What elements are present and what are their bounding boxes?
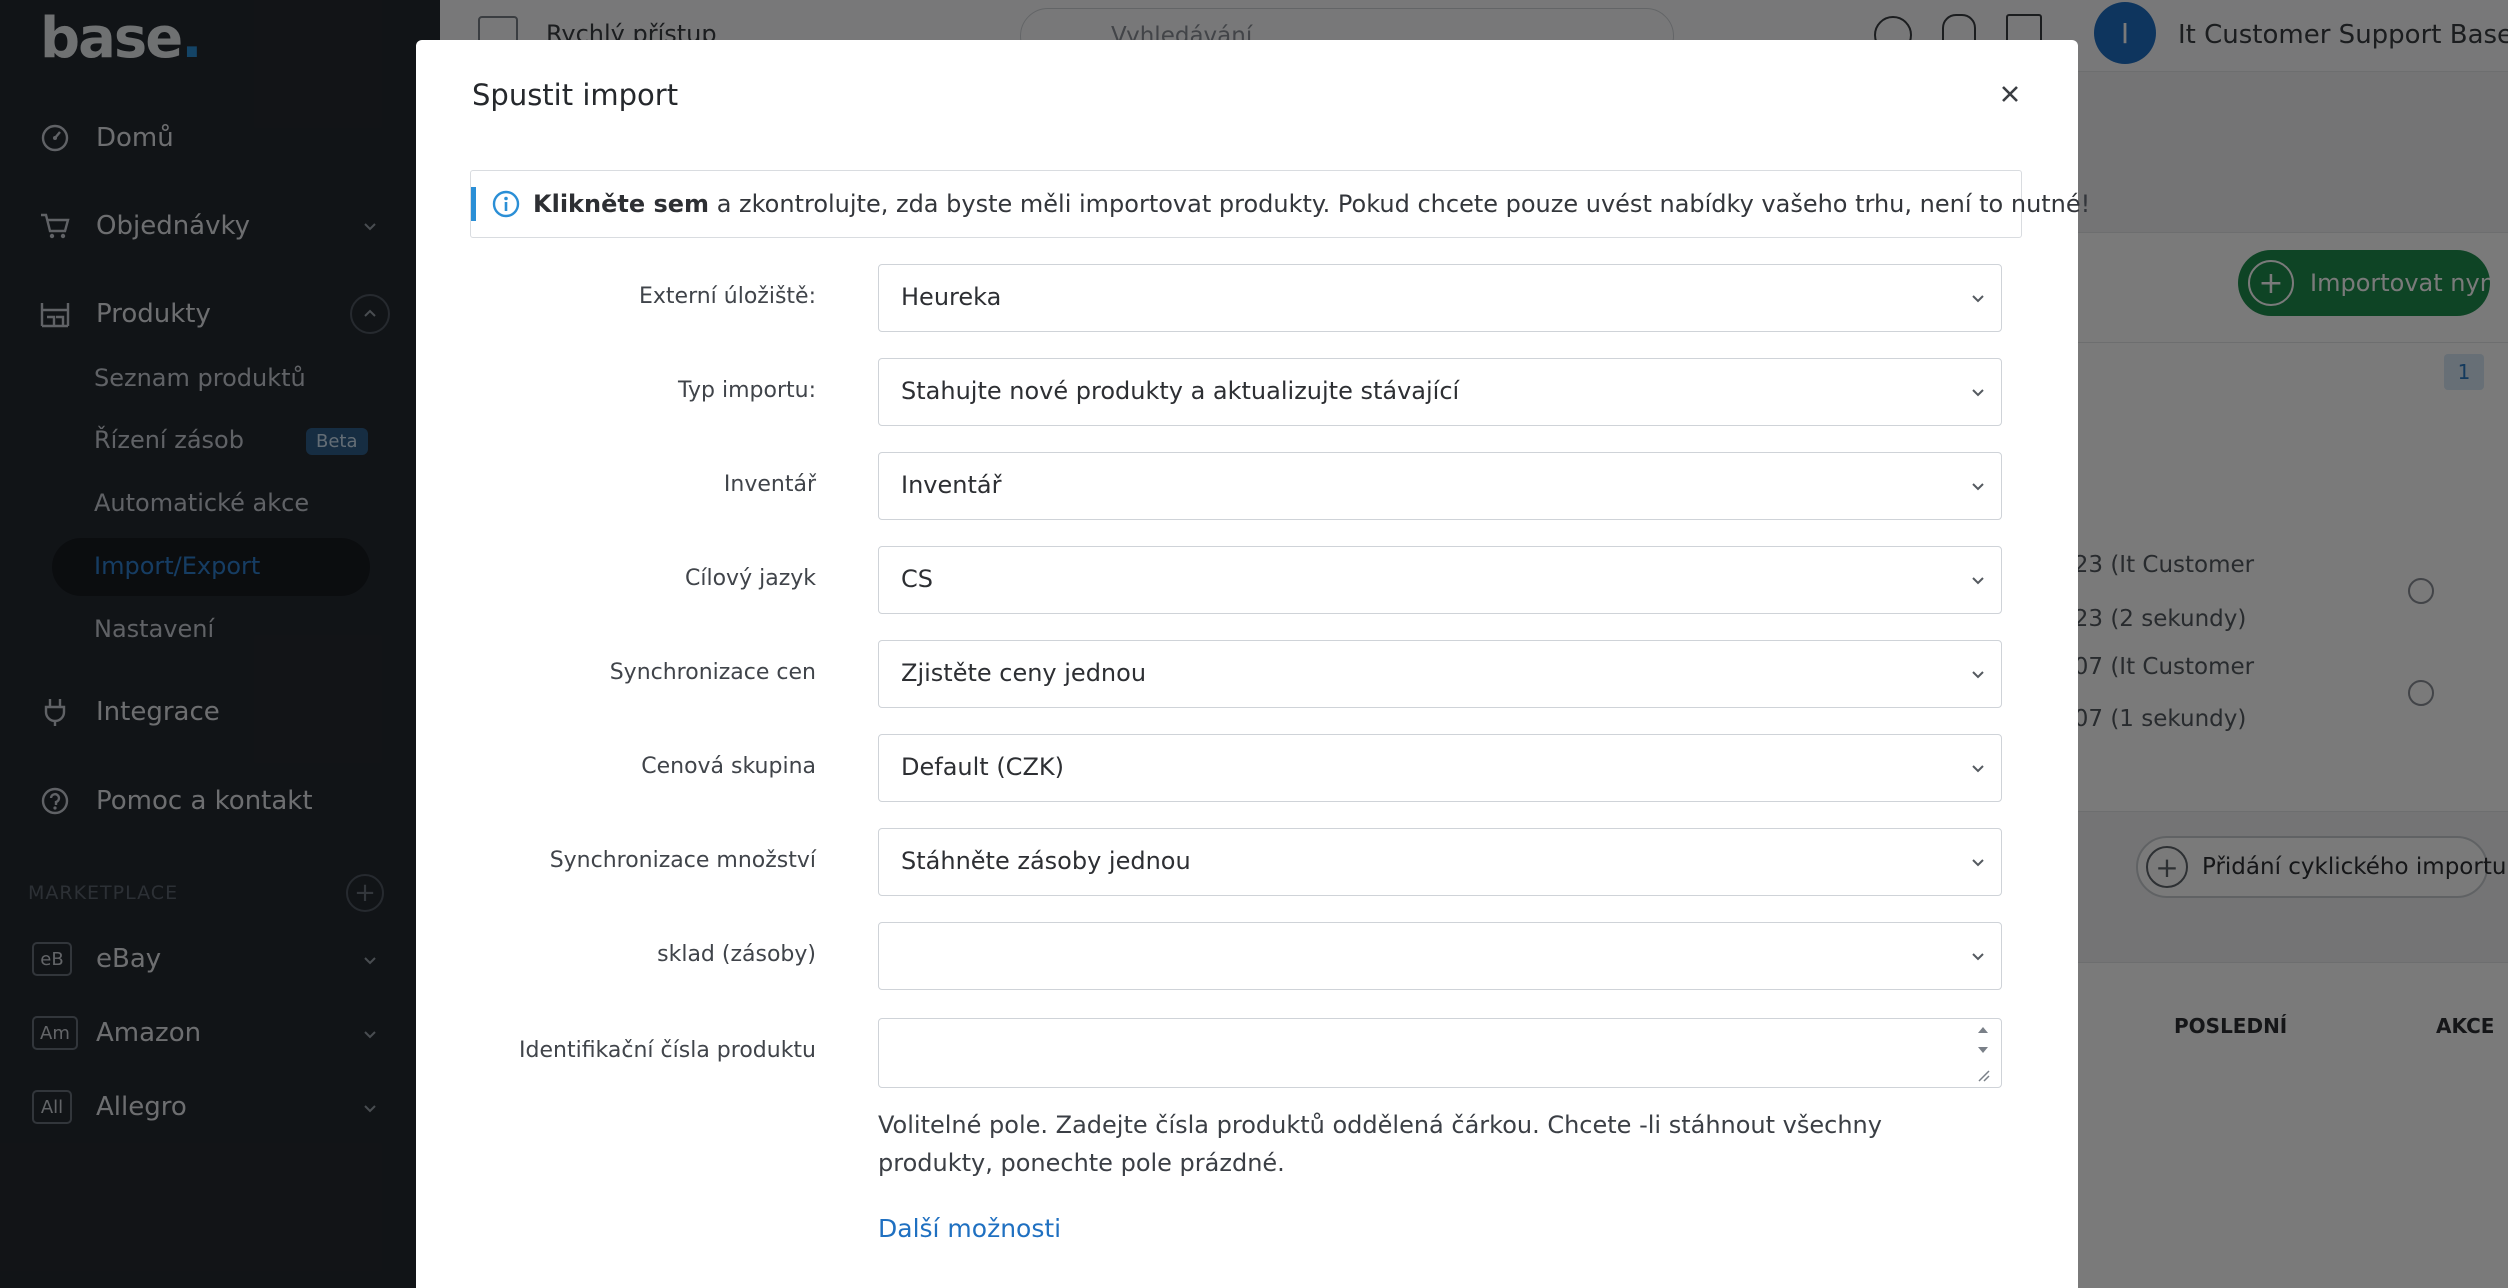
- field-label: Inventář: [723, 472, 816, 497]
- chevron-down-icon: [1969, 665, 1987, 683]
- chevron-down-icon: [1969, 947, 1987, 965]
- external-storage-select[interactable]: Heureka: [878, 264, 2002, 332]
- form-row-external-storage: [416, 264, 2078, 332]
- chevron-down-icon: [1969, 759, 1987, 777]
- form-row-warehouse: [416, 922, 2078, 990]
- field-label: Externí úložiště:: [639, 284, 816, 309]
- info-link[interactable]: Klikněte sem: [533, 190, 710, 218]
- target-language-select[interactable]: CS: [878, 546, 2002, 614]
- product-ids-textarea[interactable]: [878, 1018, 2002, 1088]
- import-type-select[interactable]: Stahujte nové produkty a aktualizujte stávající: [878, 358, 2002, 426]
- price-group-select[interactable]: Default (CZK): [878, 734, 2002, 802]
- import-dialog: [416, 40, 2091, 1288]
- form-row-inventory: [416, 452, 2078, 520]
- price-sync-select[interactable]: Zjistěte ceny jednou: [878, 640, 2002, 708]
- chevron-down-icon: [1969, 477, 1987, 495]
- info-alert: [470, 170, 2091, 238]
- field-label: Identifikační čísla produktu: [519, 1038, 816, 1063]
- form-row-import-type: [416, 358, 2078, 426]
- form-row-target-language: [416, 546, 2078, 614]
- field-label: Cenová skupina: [641, 754, 816, 779]
- quantity-sync-select[interactable]: Stáhněte zásoby jednou: [878, 828, 2002, 896]
- field-label: Typ importu:: [678, 378, 816, 403]
- field-label: Synchronizace cen: [609, 660, 816, 685]
- form-row-price-group: [416, 734, 2078, 802]
- warehouse-select[interactable]: [878, 922, 2002, 990]
- form-row-quantity-sync: [416, 828, 2078, 896]
- inventory-select[interactable]: Inventář: [878, 452, 2002, 520]
- field-label: sklad (zásoby): [657, 942, 816, 967]
- field-label: Cílový jazyk: [685, 566, 816, 591]
- chevron-down-icon: [1969, 853, 1987, 871]
- field-label: Synchronizace množství: [549, 848, 816, 873]
- resize-handle-icon[interactable]: [1975, 1023, 1991, 1083]
- help-text: Volitelné pole. Zadejte čísla produktů oddělená čárkou. Chcete -li stáhnout všechny produkty, ponechte pole prázdné.: [878, 1111, 1882, 1177]
- chevron-down-icon: [1969, 383, 1987, 401]
- close-icon[interactable]: [1992, 76, 2028, 112]
- more-options-link[interactable]: Další možnosti: [878, 1214, 1062, 1243]
- form-row-price-sync: [416, 640, 2078, 708]
- info-text: a zkontrolujte, zda byste měli importovat produkty. Pokud chcete pouze uvést nabídky vašeho trhu, není to nutné!: [709, 190, 2091, 218]
- chevron-down-icon: [1969, 289, 1987, 307]
- dialog-title: Spustit import: [472, 78, 679, 112]
- chevron-down-icon: [1969, 571, 1987, 589]
- info-icon: [491, 189, 521, 223]
